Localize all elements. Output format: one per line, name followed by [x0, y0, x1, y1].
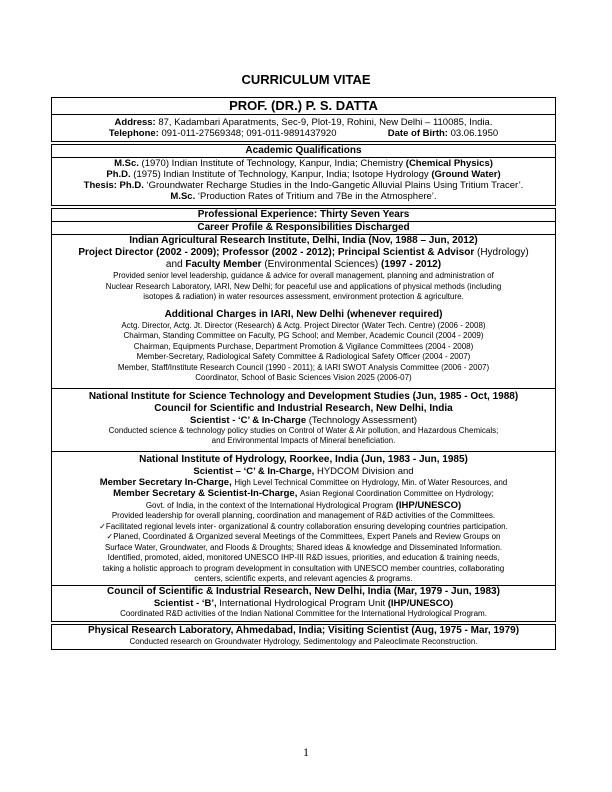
nih-desc-line: ✓Planed, Coordinated & Organized several Meetings of the Committees, Expert Panels and Review Groups on: [106, 532, 501, 541]
csir-block: [52, 585, 555, 622]
csir-role-line: [52, 598, 555, 609]
msc-specialization: (Chemical Physics): [405, 158, 493, 169]
msc-text: (1970) Indian Institute of Technology, Kanpur, India; Chemistry: [141, 158, 404, 169]
prl-desc: Conducted research on Groundwater Hydrology, Sedimentology and Paleoclimate Reconstruction.: [129, 637, 478, 646]
iari-faculty-role: Faculty Member: [185, 259, 262, 270]
nistads-desc-1: Conducted science & technology policy studies on Control of Water & Air pollution, and Hazardous Chemicals;: [108, 425, 499, 435]
career-heading: Career Profile & Responsibilities Discharged: [52, 222, 555, 235]
iari-charge-item: Member, Staff/Institute Research Council (1990 - 2011); & IARI SWOT Analysis Committee (2006 - 2007): [117, 362, 490, 372]
thesis-phd-text: ‘Groundwater Recharge Studies in the Indo-Gangetic Alluvial Plains Using Tritium Tracer’.: [146, 180, 524, 191]
nih-role-3: [52, 488, 555, 500]
prl-heading: Physical Research Laboratory, Ahmedabad, India; Visiting Scientist (Aug, 1975 - Mar, 1979): [87, 625, 520, 636]
address-line: [52, 115, 555, 128]
nih-desc-line: ✓Facilitated regional levels inter- organizational & country collaboration ensuring developing countries participation.: [99, 521, 508, 531]
csir-desc: Coordinated R&D activities of the Indian National Committee for the International Hydrological Program.: [120, 608, 487, 618]
page-number: 1: [303, 745, 309, 759]
iari-roles-line-1: [52, 247, 555, 259]
nistads-block: [52, 388, 555, 451]
iari-block: [52, 235, 555, 388]
dob-label: Date of Birth:: [387, 128, 448, 139]
nistads-role-line: [52, 415, 555, 426]
nih-role-2-committee: High Level Technical Committee on Hydrology, Min. of Water Resources, and: [234, 477, 508, 487]
iari-faculty-area: (Environmental Sciences): [264, 259, 379, 270]
personal-section: [51, 97, 556, 142]
thesis-phd-line: [52, 180, 555, 191]
csir-unit: International Hydrological Program Unit: [219, 597, 386, 609]
iari-desc-3: isotopes & radiation) in water resources assessment, environment protection & agriculture.: [143, 292, 464, 301]
nih-heading: National Institute of Hydrology, Roorkee, India (Jun, 1983 - Jun, 1985): [139, 453, 468, 465]
telephone-line: [52, 128, 555, 141]
career-section: [51, 208, 556, 622]
phd-text: (1975) Indian Institute of Technology, Kanpur, India; Isotope Hydrology: [133, 169, 429, 180]
nih-role-1-division: HYDCOM Division and: [316, 465, 414, 477]
nih-role-4-program: (IHP/UNESCO): [395, 499, 462, 511]
cv-body: [51, 97, 556, 652]
iari-charge-item: Actg. Director, Actg. Jt. Director (Research) & Actg. Project Director (Water Tech. Centre) (2006 - 2008): [121, 320, 486, 330]
nih-desc-line: Surface Water, Groundwater, and Floods & Droughts; Shared ideas & knowledge and Disseminated Information.: [104, 542, 503, 552]
msc-label: M.Sc.: [114, 158, 139, 169]
telephone-value: 091-011-27569348; 091-011-9891437920: [161, 128, 337, 139]
nih-role-2: [52, 477, 555, 489]
nih-role-1: [52, 466, 555, 477]
iari-roles-tail: (Hydrology): [477, 247, 529, 258]
nih-role-3-committee: Asian Regional Coordination Committee on Hydrology;: [300, 489, 494, 498]
dob-value: 03.06.1950: [450, 128, 499, 139]
phd-label: Ph.D.: [106, 169, 131, 180]
nih-desc-line: taking a holistic approach to program development in consultation with UNESCO member countries, collaborating: [102, 563, 505, 573]
nih-role-4: [52, 500, 555, 512]
phd-line: [52, 169, 555, 180]
address-value: 87, Kadambari Aparatments, Sec-9, Plot-19, Rohini, New Delhi – 110085, India.: [158, 117, 493, 128]
nistads-desc-2: and Environmental Impacts of Mineral beneficiation.: [211, 436, 396, 445]
nih-role-1-title: Scientist – ‘C’ & In-Charge,: [193, 465, 315, 477]
iari-roles-line-2: [52, 259, 555, 271]
academic-heading: Academic Qualifications: [52, 145, 555, 158]
iari-charge-item: Chairman, Equipments Purchase, Department Promotion & Vigilance Committees (2004 - 2008): [133, 341, 474, 351]
csir-heading: Council of Scientific & Industrial Research, New Delhi, India (Mar, 1979 - Jun, 1983): [107, 585, 500, 597]
nih-role-4-context: Govt. of India, in the context of the International Hydrological Program: [145, 500, 394, 510]
nistads-heading: National Institute for Science Technology and Development Studies (Jun, 1985 - Oct, 1988): [88, 390, 519, 402]
nistads-role-area: (Technology Assessment): [308, 414, 418, 426]
iari-faculty-years: (1997 - 2012): [381, 259, 442, 270]
nih-role-3-title: Member Secretary & Scientist-In-Charge,: [113, 488, 298, 499]
nistads-council: Council for Scientific and Industrial Research, New Delhi, India: [154, 402, 453, 414]
nih-role-2-title: Member Secretary In-Charge,: [99, 476, 232, 488]
csir-program: (IHP/UNESCO): [387, 597, 454, 609]
iari-desc-2: Nuclear Research Laboratory, IARI, New Delhi; for peaceful use and applications of physical methods (including: [105, 281, 502, 291]
nih-desc-line: Identified, promoted, aided, monitored UNESCO IHP-III R&D issues, priorities, and education & training needs,: [107, 553, 500, 562]
nih-block: [52, 451, 555, 585]
iari-heading: Indian Agricultural Research Institute, Delhi, India (Nov, 1988 – Jun, 2012): [129, 235, 478, 246]
phd-specialization: (Ground Water): [431, 169, 501, 180]
thesis-msc-text: ‘Production Rates of Tritium and 7Be in the Atmosphere’.: [197, 191, 437, 202]
nih-desc-line: centers, scientific experts, and relevant agencies & programs.: [194, 574, 413, 583]
thesis-phd-label: Thesis: Ph.D.: [83, 180, 144, 191]
thesis-msc-label: M.Sc.: [170, 191, 196, 202]
iari-charge-item: Coordinator, School of Basic Sciences Vision 2025 (2006-07): [195, 373, 412, 382]
iari-charge-item: Chairman, Standing Committee on Faculty, PG School; and Member, Academic Council (2004 - 2009): [123, 331, 484, 340]
nistads-role: Scientist - ‘C’ & In-Charge: [189, 414, 307, 426]
iari-charge-item: Member-Secretary, Radiological Safety Committee & Radiological Safety Officer (2004 - 2007): [136, 352, 471, 361]
csir-role: Scientist - ‘B’,: [153, 597, 217, 609]
thesis-msc-line: [52, 191, 555, 205]
address-label: Address:: [114, 117, 156, 128]
msc-line: [52, 158, 555, 169]
academic-section: [51, 144, 556, 206]
person-name: PROF. (DR.) P. S. DATTA: [52, 98, 555, 115]
iari-roles-and: and: [165, 259, 183, 270]
nih-desc-line: Provided leadership for overall planning, coordination and management of R&D activities of the Committees.: [111, 511, 496, 520]
document-title: CURRICULUM VITAE: [241, 72, 371, 87]
iari-desc-1: Provided senior level leadership, guidance & advice for overall management, planning and administration of: [113, 271, 494, 280]
prl-section: [51, 624, 556, 650]
telephone-label: Telephone:: [108, 128, 159, 139]
iari-additional-heading: Additional Charges in IARI, New Delhi (whenever required): [164, 308, 443, 320]
iari-roles: Project Director (2002 - 2009); Professor (2002 - 2012); Principal Scientist & Advisor: [78, 247, 475, 258]
experience-heading: Professional Experience: Thirty Seven Years: [52, 209, 555, 222]
